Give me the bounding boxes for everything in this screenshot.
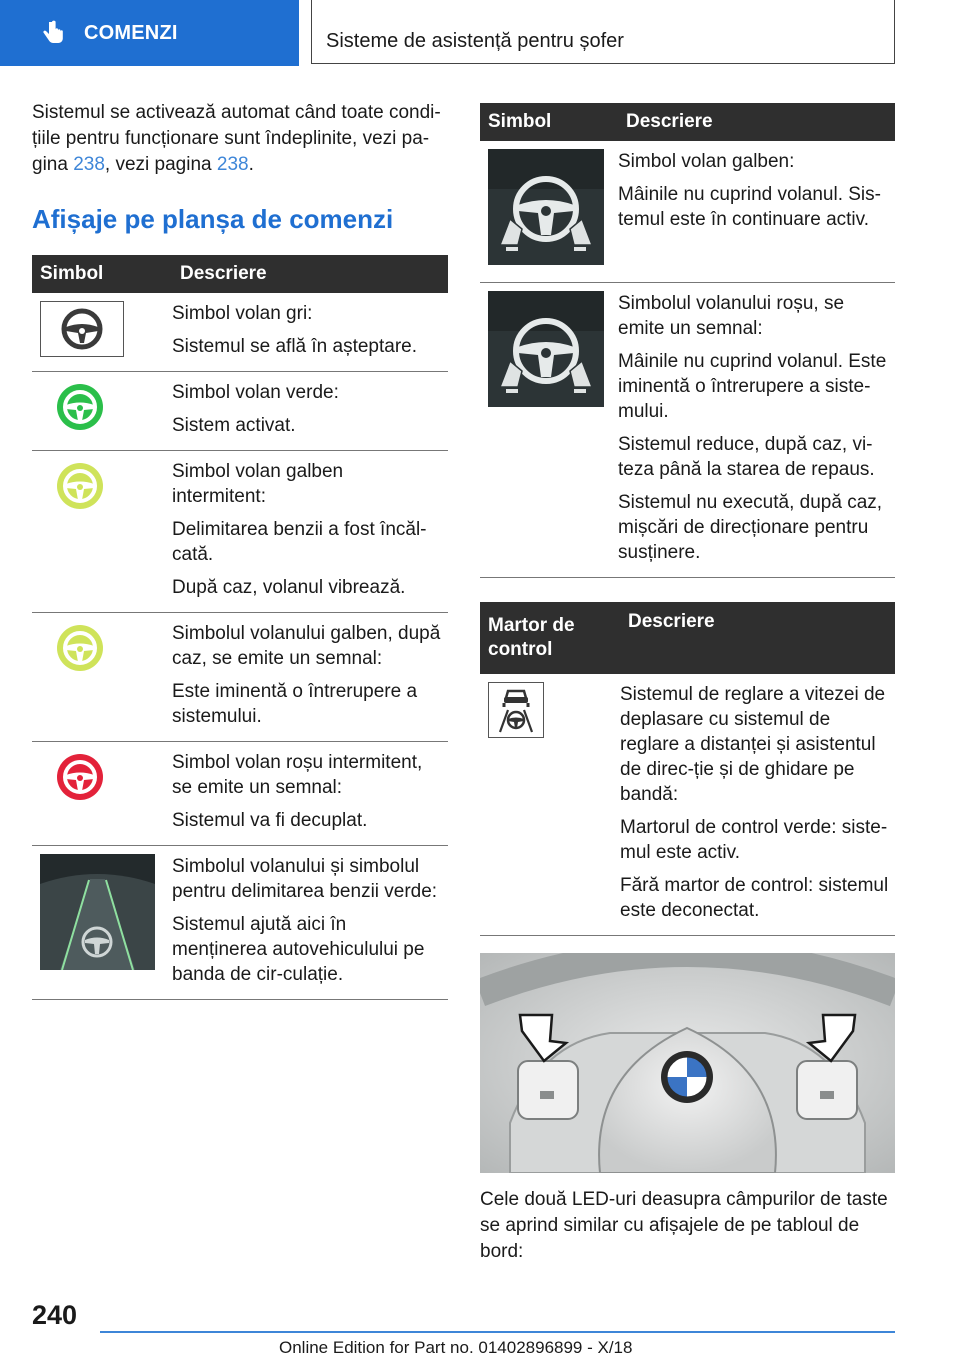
row-text: Simbolul volanului roșu, se emite un semnal: [618,293,845,339]
hand-pointer-icon [40,19,66,47]
row-text: Sistemul ajută aici în menținerea autovehiculului pe banda de cir-culație. [172,914,425,985]
lane-steering-green-display-icon [40,854,155,970]
steering-wheel-photo [480,953,895,1173]
table-header-row [32,255,448,293]
column-header-description: Descriere [172,255,448,293]
column-header-symbol: Simbol [480,103,618,141]
table-row [32,293,448,372]
left-column [32,100,448,1000]
closing-paragraph: Cele două LED-uri deasupra câmpurilor de taste se aprind similar cu afișajele de pe tabloul de bord: [480,1189,888,1262]
dashboard-symbols-table [32,255,448,1000]
column-header-indicator: Martor de control [480,602,620,674]
table-header-row [480,602,895,674]
row-text: Este iminentă o întrerupere a sistemului. [172,681,418,727]
chapter-tab-label: COMENZI [84,21,178,44]
steering-wheel-yellow-icon [40,621,120,675]
table-header-row [480,103,895,141]
page-link-238-b[interactable]: 238 [216,154,249,175]
column-header-description: Descriere [620,602,895,674]
table-row [480,141,895,283]
row-text: După caz, volanul vibrează. [172,577,406,598]
indicator-lights-table [480,602,895,936]
row-text: Sistemul se află în așteptare. [172,336,418,357]
section-heading-dashboard: Afișaje pe planșa de comenzi [32,204,394,234]
intro-text-3: . [248,154,254,175]
row-text: Simbolul volanului și simbolul pentru delimitarea benzii verde: [172,856,438,902]
table-row [32,372,448,451]
table-row [480,283,895,578]
page-number: 240 [32,1300,78,1330]
row-text: Sistem activat. [172,415,296,436]
row-text: Fără martor de control: sistemul este deconectat. [620,875,889,921]
intro-paragraph [32,100,448,178]
hands-off-wheel-yellow-display-icon [488,149,604,265]
column-header-description: Descriere [618,103,895,141]
table-row [32,613,448,742]
intro-text-2: , vezi pagina [104,154,217,175]
table-row [32,742,448,846]
row-text: Simbol volan galben intermitent: [172,461,344,507]
row-text: Simbolul volanului galben, după caz, se emite un semnal: [172,623,441,669]
row-text: Mâinile nu cuprind volanul. Este iminentă o întrerupere a siste-mului. [618,351,887,422]
display-symbols-table [480,103,895,578]
row-text: Delimitarea benzii a fost încăl-cată. [172,519,427,565]
row-text: Sistemul nu execută, după caz, mișcări de direcționare pentru susținere. [618,492,883,563]
footer-edition-text: Online Edition for Part no. 01402896899 - X/18 [279,1338,633,1357]
section-header [311,0,895,64]
row-text: Martorul de control verde: siste-mul este activ. [620,817,888,863]
row-text: Sistemul de reglare a vitezei de deplasare cu sistemul de reglare a distanței și asistentul de direc-ție și de ghidare pe bandă: [620,684,886,805]
intro-text: Sistemul se activează automat când toate condi-țiile pentru funcționare sunt îndeplinite, vezi pa-gina [32,102,441,175]
row-text: Simbol volan gri: [172,303,313,324]
right-column [480,103,895,991]
page-link-238-a[interactable]: 238 [73,154,105,175]
row-text: Mâinile nu cuprind volanul. Sis-temul este în continuare activ. [618,184,881,230]
row-text: Sistemul va fi decuplat. [172,810,368,831]
chapter-tab[interactable] [0,0,299,66]
hands-off-wheel-red-display-icon [488,291,604,407]
section-title: Sisteme de asistență pentru șofer [326,30,624,52]
steering-wheel-yellow-blinking-icon [40,459,120,513]
row-text: Simbol volan roșu intermitent, se emite un semnal: [172,752,423,798]
table-row [32,846,448,1000]
steering-wheel-red-blinking-icon [40,750,120,804]
row-text: Simbol volan verde: [172,382,339,403]
row-text: Simbol volan galben: [618,151,795,172]
column-header-symbol: Simbol [32,255,172,293]
driving-assistant-indicator-icon [488,682,544,738]
steering-wheel-green-icon [40,380,120,434]
table-row [480,674,895,936]
table-row [32,451,448,613]
steering-wheel-grey-icon [40,301,124,357]
footer-divider [100,1331,895,1333]
row-text: Sistemul reduce, după caz, vi-teza până la starea de repaus. [618,434,875,480]
